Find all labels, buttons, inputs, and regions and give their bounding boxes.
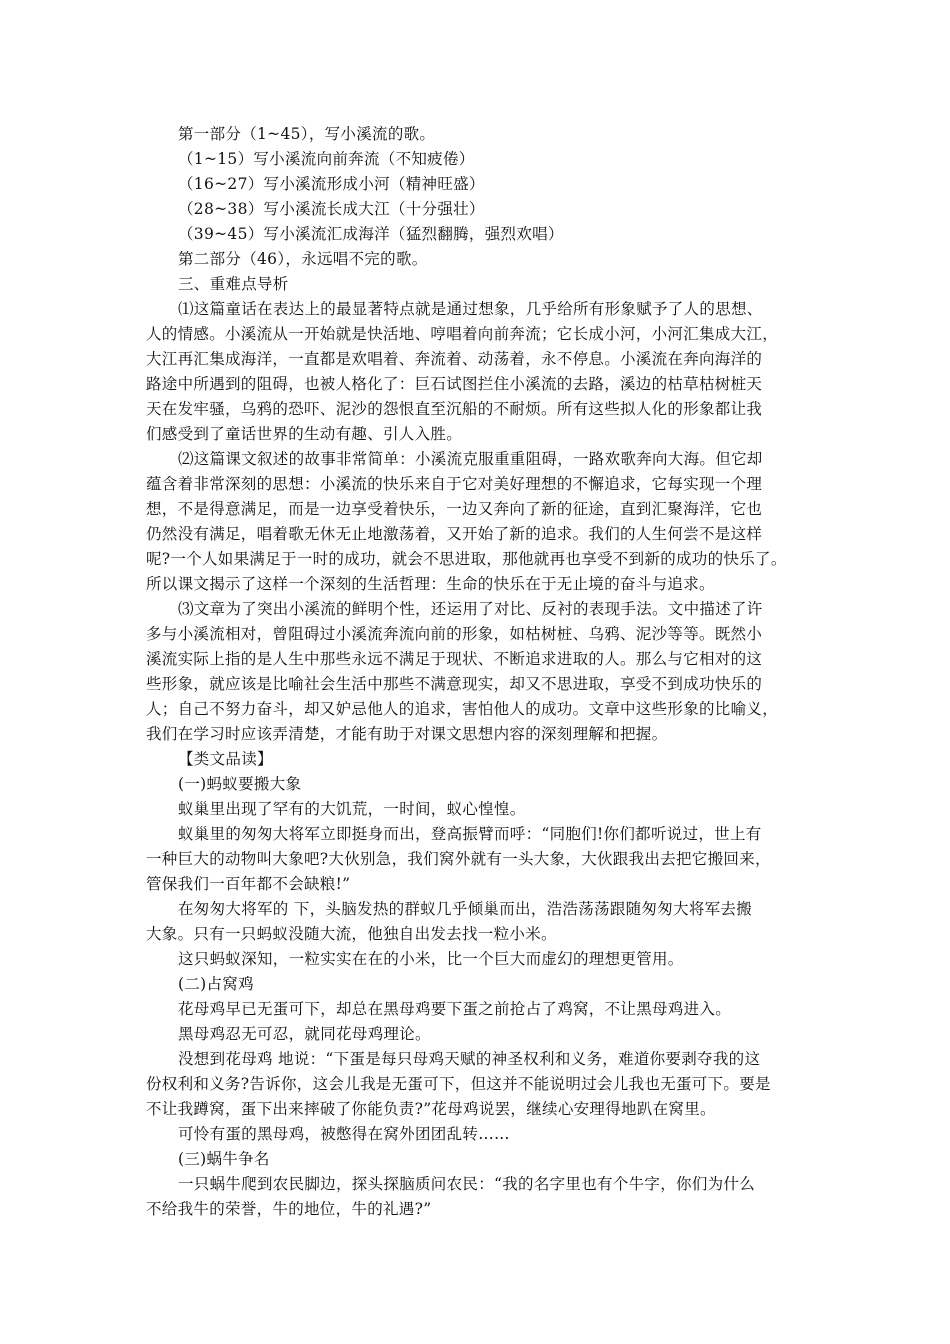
outline-sub1: （1~15）写小溪流向前奔流（不知疲倦） [178,150,475,168]
paragraph-line: ⑵这篇课文叙述的故事非常简单：小溪流克服重重阻碍，一路欢歌奔向大海。但它却 [178,450,763,468]
story-line: 不让我蹲窝，蛋下出来摔破了你能负责?”花母鸡说罢，继续心安理得地趴在窝里。 [146,1100,716,1118]
paragraph-line: 些形象，就应该是比喻社会生活中那些不满意现实，却又不思进取，享受不到成功快乐的 [146,675,763,693]
analysis-paragraph-1 [146,297,811,447]
story-line: 大象。只有一只蚂蚁没随大流，他独自出发去找一粒小米。 [146,925,557,943]
story-snail [146,1147,811,1222]
story-line: 没想到花母鸡 地说：“下蛋是每只母鸡天赋的神圣权利和义务，难道你要剥夺我的这 [178,1050,761,1068]
paragraph-line: 所以课文揭示了这样一个深刻的生活哲理：生命的快乐在于无止境的奋斗与追求。 [146,575,715,593]
story-line: 一种巨大的动物叫大象吧?大伙别急，我们窝外就有一头大象，大伙跟我出去把它搬回来， [146,850,771,868]
story-ants [146,772,811,972]
paragraph-line: 蕴含着非常深刻的思想：小溪流的快乐来自于它对美好理想的不懈追求，它每实现一个理 [146,475,763,493]
outline-sub3: （28~38）写小溪流长成大江（十分强壮） [178,200,485,218]
paragraph-line: 路途中所遇到的阻碍，也被人格化了：巨石试图拦住小溪流的去路，溪边的枯草枯树桩天 [146,375,763,393]
story-title: (三)蜗牛争名 [178,1150,270,1168]
story-hens [146,972,811,1147]
outline-part2: 第二部分（46），永远唱不完的歌。 [178,250,428,268]
paragraph-line: ⑴这篇童话在表达上的最显著特点就是通过想象，几乎给所有形象赋予了人的思想、 [178,300,763,318]
story-line: 份权利和义务?告诉你，这会儿我是无蛋可下，但这并不能说明过会儿我也无蛋可下。要是 [146,1075,771,1093]
story-line: 蚁巢里出现了罕有的大饥荒，一时间，蚁心惶惶。 [178,800,526,818]
story-line: 花母鸡早已无蛋可下，却总在黑母鸡要下蛋之前抢占了鸡窝，不让黑母鸡进入。 [178,1000,732,1018]
story-line: 管保我们一百年都不会缺粮!” [146,875,351,893]
analysis-heading: 三、重难点导析 [178,275,289,293]
story-line: 这只蚂蚁深知，一粒实实在在的小米，比一个巨大而虚幻的理想更管用。 [178,950,684,968]
story-line: 可怜有蛋的黑母鸡，被憋得在窝外团团乱转…… [178,1125,510,1143]
paragraph-line: 人；自己不努力奋斗，却又妒忌他人的追求，害怕他人的成功。文章中这些形象的比喻义， [146,700,779,718]
story-line: 在匆匆大将军的 下，头脑发热的群蚁几乎倾巢而出，浩浩荡荡跟随匆匆大将军去搬 [178,900,753,918]
paragraph-line: 我们在学习时应该弄清楚，才能有助于对课文思想内容的深刻理解和把握。 [146,725,668,743]
paragraph-line: 仍然没有满足，唱着歌无休无止地激荡着，又开始了新的追求。我们的人生何尝不是这样 [146,525,763,543]
story-line: 一只蜗牛爬到农民脚边，探头探脑质问农民：“我的名字里也有个牛字，你们为什么 [178,1175,756,1193]
paragraph-line: ⑶文章为了突出小溪流的鲜明个性，还运用了对比、反衬的表现手法。文中描述了许 [178,600,763,618]
paragraph-line: 多与小溪流相对，曾阻碍过小溪流奔流向前的形象，如枯树桩、乌鸦、泥沙等等。既然小 [146,625,763,643]
story-line: 不给我牛的荣誉，牛的地位，牛的礼遇?” [146,1200,432,1218]
paragraph-line: 人的情感。小溪流从一开始就是快活地、哼唱着向前奔流；它长成小河，小河汇集成大江， [146,325,779,343]
outline-sub4: （39~45）写小溪流汇成海洋（猛烈翻腾，强烈欢唱） [178,225,564,243]
story-line: 蚁巢里的匆匆大将军立即挺身而出，登高振臂而呼：“同胞们!你们都听说过，世上有 [178,825,762,843]
outline-part1: 第一部分（1~45），写小溪流的歌。 [178,125,436,143]
analysis-paragraph-3 [146,597,811,747]
story-title: (二)占窝鸡 [178,975,254,993]
paragraph-line: 想，不是得意满足，而是一边享受着快乐，一边又奔向了新的征途，直到汇聚海洋，它也 [146,500,763,518]
paragraph-line: 天在发牢骚，乌鸦的恐吓、泥沙的怨恨直至沉船的不耐烦。所有这些拟人化的形象都让我 [146,400,763,418]
reading-heading: 【类文品读】 [178,750,273,768]
outline-sub2: （16~27）写小溪流形成小河（精神旺盛） [178,175,485,193]
paragraph-line: 们感受到了童话世界的生动有趣、引人入胜。 [146,425,463,443]
paragraph-line: 溪流实际上指的是人生中那些永远不满足于现状、不断追求进取的人。那么与它相对的这 [146,650,763,668]
paragraph-line: 呢?一个人如果满足于一时的成功，就会不思进取，那他就再也享受不到新的成功的快乐了。 [146,550,787,568]
paragraph-line: 大江再汇集成海洋，一直都是欢唱着、奔流着、动荡着，永不停息。小溪流在奔向海洋的 [146,350,763,368]
story-line: 黑母鸡忍无可忍，就同花母鸡理论。 [178,1025,431,1043]
story-title: (一)蚂蚁要搬大象 [178,775,302,793]
analysis-paragraph-2 [146,447,811,597]
document-page [146,122,811,1222]
